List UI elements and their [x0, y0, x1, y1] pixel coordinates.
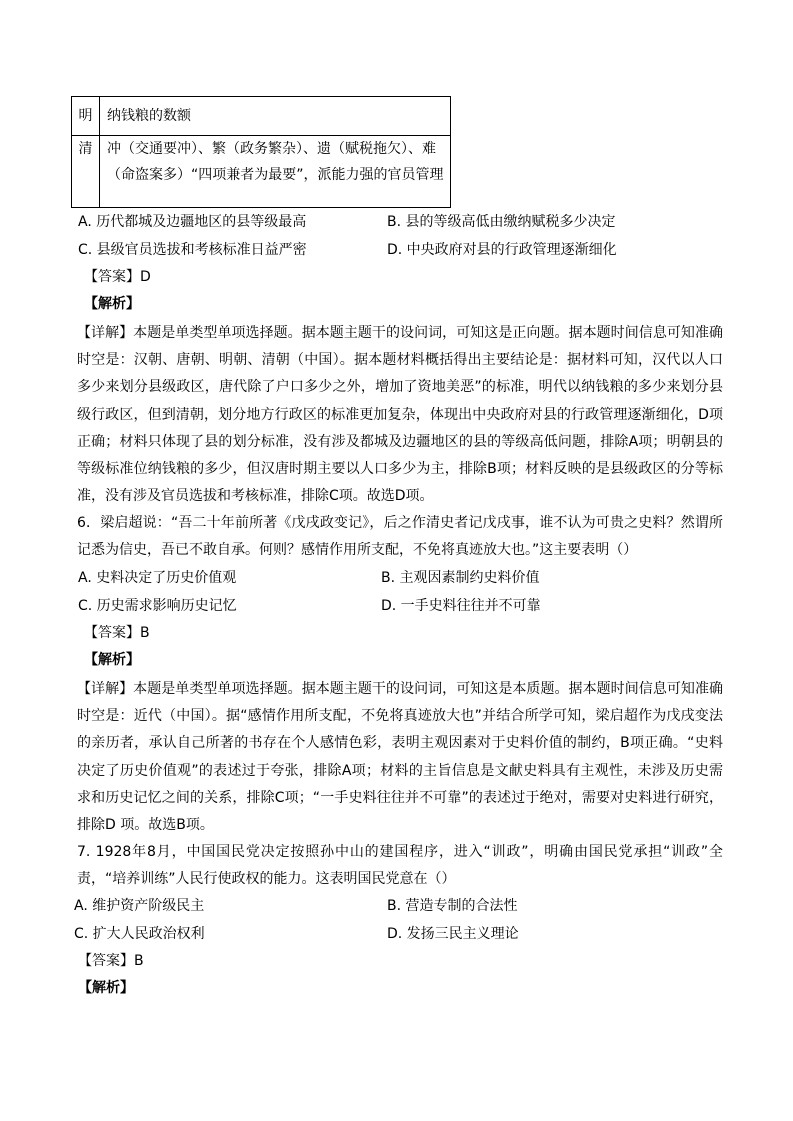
county-grade-table: [71, 96, 451, 208]
q6-explanation: 【详解】本题是单类型单项选择题。据本题主题干的设问词，可知这是本质题。据本题时间信息可知准确时空是：近代（中国）。据“感情作用所支配，不免将真迹放大也”并结合所学可知，梁启超作为戊戌变法的亲历者，承认自己所著的书存在个人感情色彩，表明主观因素对于史料价值的制约，B项正确。“史料决定了历史价值观”的表述过于夸张，排除A项；材料的主旨信息是文献史料具有主观性，未涉及历史需求和历史记忆之间的关系，排除C项；“一手史料往往并不可靠”的表述过于绝对，需要对史料进行研究，排除D 项。故选B项。: [77, 681, 723, 834]
q5-explanation: 【详解】本题是单类型单项选择题。据本题主题干的设问词，可知这是正向题。据本题时间信息可知准确时空是：汉朝、唐朝、明朝、清朝（中国）。据本题材料概括得出主要结论是：据材料可知，汉代以人口多少来划分县级政区，唐代除了户口多少之外，增加了资地美恶”的标准，明代以纳钱粮的多少来划分县级行政区，但到清朝，划分地方行政区的标准更加复杂，体现出中央政府对县的行政管理逐渐细化，D项正确；材料只体现了县的划分标准，没有涉及都城及边疆地区的县的等级高低问题，排除A项；明朝县的等级标准位纳钱粮的多少，但汉唐时期主要以人口多少为主，排除B项；材料反映的是县级政区的分等标准，没有涉及官员选拔和考核标准，排除C项。故选D项。: [77, 325, 723, 505]
q5-option-c: C. 县级官员选拔和考核标准日益严密: [78, 242, 307, 258]
table-row: [72, 97, 451, 136]
q5-option-d: D. 中央政府对县的行政管理逐渐细化: [387, 242, 617, 258]
q5-option-a: A. 历代都城及边疆地区的县等级最高: [78, 214, 307, 230]
q6-option-c: C. 历史需求影响历史记忆: [78, 598, 237, 614]
table-cell-standard: 纳钱粮的数额: [100, 97, 451, 136]
q6-option-a: A. 史料决定了历史价值观: [78, 570, 237, 586]
q5-analysis-label: 【解析】: [84, 296, 140, 312]
q7-option-d: D. 发扬三民主义理论: [387, 926, 519, 942]
q5-option-b: B. 县的等级高低由缴纳赋税多少决定: [387, 214, 616, 230]
q6-analysis-label: 【解析】: [84, 652, 140, 668]
table-cell-standard: [100, 136, 451, 208]
q7-stem: 7. 1928年8月，中国国民党决定按照孙中山的建国程序，进入“训政”，明确由国民党承担“训政”全责，“培养训练”人民行使政权的能力。这表明国民党意在（）: [77, 844, 723, 888]
q5-answer: 【答案】D: [84, 269, 151, 285]
q6-answer: 【答案】B: [84, 625, 150, 641]
table-cell-line: （命盗案多）“四项兼者为最要”，派能力强的官员管理: [107, 167, 444, 183]
q7-answer: 【答案】B: [78, 953, 144, 969]
q6-option-b: B. 主观因素制约史料价值: [381, 570, 540, 586]
q6-option-d: D. 一手史料往往并不可靠: [381, 598, 541, 614]
q7-option-b: B. 营造专制的合法性: [387, 898, 518, 914]
table-row: [72, 136, 451, 208]
table-cell-line: 冲（交通要冲）、繁（政务繁杂）、遗（赋税拖欠）、难: [107, 141, 436, 157]
table-cell-dynasty: 明: [72, 97, 100, 136]
table-cell-dynasty: 清: [72, 136, 100, 208]
q7-option-a: A. 维护资产阶级民主: [74, 898, 205, 914]
q7-analysis-label: 【解析】: [78, 980, 134, 996]
q7-option-c: C. 扩大人民政治权利: [74, 926, 205, 942]
q6-stem: 6．梁启超说：“吾二十年前所著《戊戌政变记》，后之作清史者记戊戌事，谁不认为可贵之史料？然谓所记悉为信史，吾已不敢自承。何则？感情作用所支配，不免将真迹放大也。”这主要表明（）: [77, 515, 723, 559]
